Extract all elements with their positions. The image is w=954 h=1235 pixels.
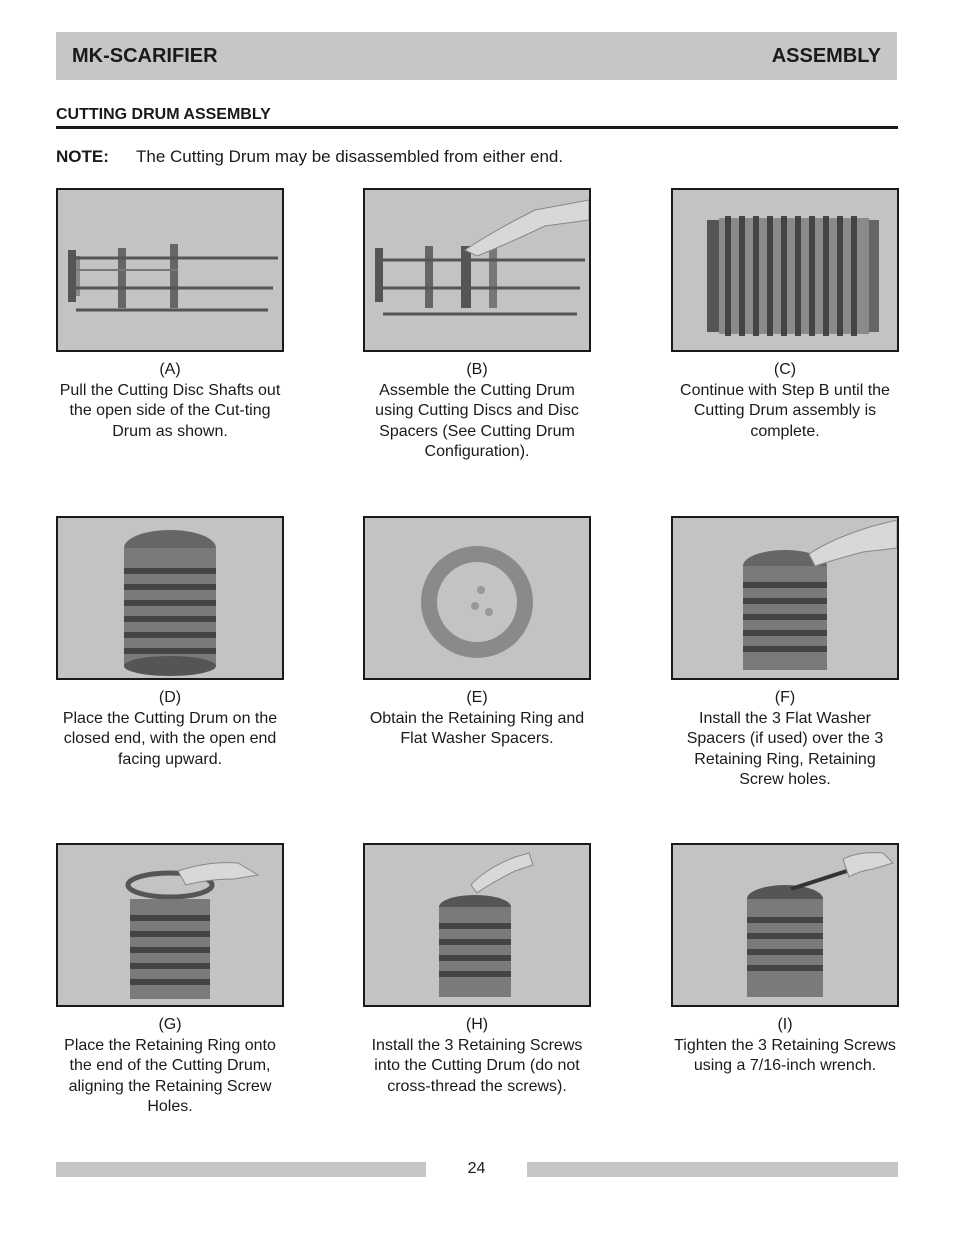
step-d <box>56 516 284 770</box>
ring-placement-image <box>58 845 282 1005</box>
step-a-letter: (A) <box>159 361 181 378</box>
step-i-text: Tighten the 3 Retaining Screws using a 7/16-inch wrench. <box>674 1036 896 1074</box>
screw-install-image <box>365 845 589 1005</box>
drum-assembly-hand-image <box>365 190 589 350</box>
step-g <box>56 843 284 1118</box>
step-g-letter: (G) <box>158 1016 182 1033</box>
step-i-letter: (I) <box>777 1016 793 1033</box>
step-h-letter: (H) <box>465 1016 489 1033</box>
step-i-photo <box>671 843 899 1007</box>
step-g-caption <box>56 1015 284 1118</box>
completed-drum-image <box>673 190 897 350</box>
washer-install-image <box>673 518 897 678</box>
step-f-text: Install the 3 Flat Washer Spacers (if used) over the 3 Retaining Ring, Retaining Screw holes. <box>686 709 884 788</box>
step-b <box>363 188 591 463</box>
step-h-text: Install the 3 Retaining Screws into the Cutting Drum (do not cross-thread the screws). <box>371 1036 583 1095</box>
step-c-text: Continue with Step B until the Cutting Drum assembly is complete. <box>680 381 890 440</box>
header-bar <box>56 32 897 80</box>
step-h-caption <box>363 1015 591 1097</box>
step-e-letter: (E) <box>466 689 488 706</box>
step-b-photo <box>363 188 591 352</box>
step-a-photo <box>56 188 284 352</box>
step-c-caption <box>671 360 899 442</box>
footer-bar-left <box>56 1162 426 1177</box>
step-g-photo <box>56 843 284 1007</box>
step-d-caption <box>56 688 284 770</box>
note-label: NOTE: <box>56 147 109 166</box>
wrench-tighten-image <box>673 845 897 1005</box>
step-c <box>671 188 899 442</box>
step-f-photo <box>671 516 899 680</box>
section-title: CUTTING DRUM ASSEMBLY <box>56 106 271 123</box>
step-d-letter: (D) <box>158 689 182 706</box>
step-b-text: Assemble the Cutting Drum using Cutting Discs and Disc Spacers (See Cutting Drum Configuration). <box>375 381 579 460</box>
footer-bar-right <box>527 1162 898 1177</box>
step-e <box>363 516 591 750</box>
step-e-caption <box>363 688 591 750</box>
step-a-caption <box>56 360 284 442</box>
step-f <box>671 516 899 791</box>
section-divider <box>56 126 898 129</box>
step-f-letter: (F) <box>774 689 796 706</box>
step-i-caption <box>671 1015 899 1077</box>
note-text: The Cutting Drum may be disassembled from either end. <box>136 147 564 166</box>
step-i <box>671 843 899 1077</box>
section-heading: ASSEMBLY <box>771 45 881 67</box>
step-a-text: Pull the Cutting Disc Shafts out the open side of the Cut-ting Drum as shown. <box>59 381 281 440</box>
step-a <box>56 188 284 442</box>
step-d-photo <box>56 516 284 680</box>
upright-drum-image <box>58 518 282 678</box>
retaining-ring-image <box>365 518 589 678</box>
step-g-text: Place the Retaining Ring onto the end of the Cutting Drum, aligning the Retaining Screw Holes. <box>64 1036 276 1115</box>
step-e-text: Obtain the Retaining Ring and Flat Washer Spacers. <box>369 709 585 747</box>
drum-frame-shafts-image <box>58 190 282 350</box>
step-d-text: Place the Cutting Drum on the closed end, with the open end facing upward. <box>62 709 278 768</box>
document-title: MK-SCARIFIER <box>72 45 218 67</box>
step-h <box>363 843 591 1097</box>
step-b-caption <box>363 360 591 463</box>
step-e-photo <box>363 516 591 680</box>
step-c-letter: (C) <box>773 361 797 378</box>
step-c-photo <box>671 188 899 352</box>
note <box>56 147 563 167</box>
page-number: 24 <box>467 1160 486 1177</box>
step-f-caption <box>671 688 899 791</box>
step-h-photo <box>363 843 591 1007</box>
step-b-letter: (B) <box>466 361 488 378</box>
